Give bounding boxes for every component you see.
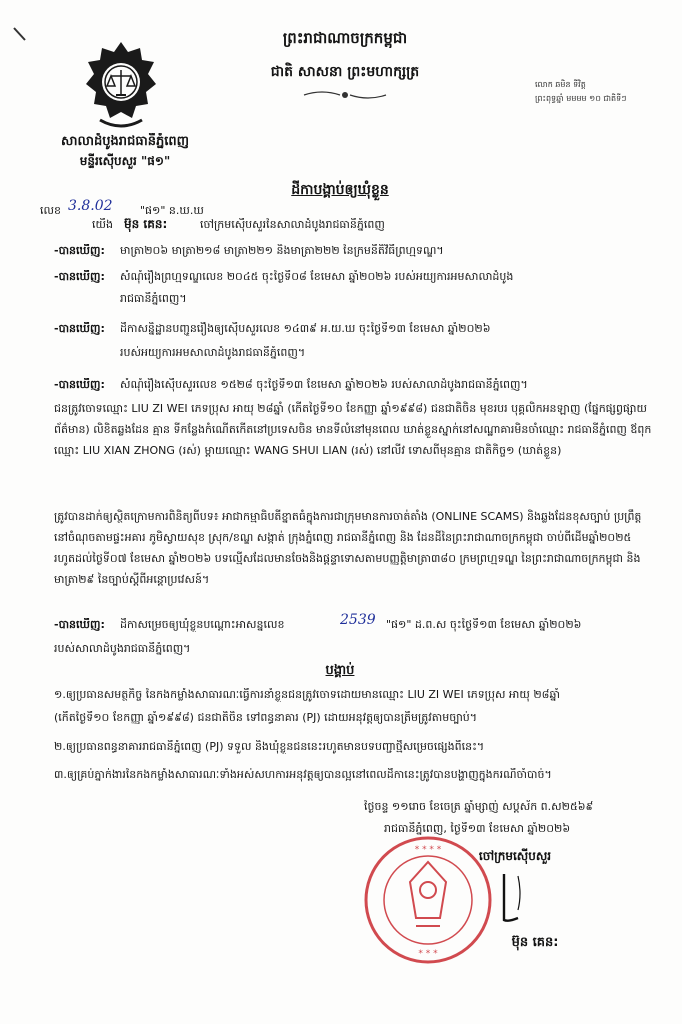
considering-text: របស់សាលាដំបូងរាជធានីភ្នំពេញ។ [54,642,191,655]
ornament-divider [300,88,390,102]
considering-text: របស់អយ្យការអមសាលាដំបូងរាជធានីភ្នំពេញ។ [120,346,306,359]
considering-label: -បានឃើញ: [54,270,105,283]
judge-title: ចៅក្រមស៊ើបសួរនៃសាលាដំបូងរាជធានីភ្នំពេញ [200,218,385,231]
signatory-title: ចៅក្រមស៊ើបសួរ [478,849,552,863]
order-heading: បង្គាប់ [325,663,355,678]
considering-text: "ផ១" ដ.ព.ស ចុះថ្ងៃទី១៣ ខែមេសា ឆ្នាំ២០២៦ [386,618,582,631]
reference-suffix: "ផ១" ន.ឃ.ឃ [140,204,204,217]
considering-text: រាជធានីភ្នំពេញ។ [120,292,187,305]
reference-number: 3.8.02 [68,198,113,214]
svg-text:* * *: * * * [418,949,438,959]
signature-icon [488,868,538,928]
reference-number-label: លេខ [40,204,61,217]
considering-label: -បានឃើញ: [54,244,105,257]
kingdom-name: ព្រះរាជាណាចក្រកម្ពុជា [282,29,408,47]
order-item: ៣.ឲ្យគ្រប់ភ្នាក់ងារនៃកងកម្លាំងសាធារណៈទាំងអស់សហការអនុវត្តឲ្យបានល្អនៅពេលដីកានេះត្រូវបានបង្ហាញក្នុងករណីចាំបាច់។ [54,768,552,781]
we-label: យើង [92,218,113,231]
court-name: សាលាដំបូងរាជធានីភ្នំពេញ [61,134,189,149]
lunar-date: ថ្ងៃចន្ទ ១១រោច ខែចេត្រ ឆ្នាំម្សាញ់ សប្តស័ក ព.ស២៥៦៩ [364,800,594,813]
signatory-name: ម៊ុន គេន: [511,935,559,950]
considering-label: -បានឃើញ: [54,322,105,335]
considering-label: -បានឃើញ: [54,378,105,391]
considering-text: ដីកាសន្និដ្ឋានបញ្ជូនរឿងឲ្យស៊ើបសួរលេខ ១៤៣៩ អ.យ.ឃ ចុះថ្ងៃទី១៣ ខែមេសា ឆ្នាំ២០២៦ [120,322,491,335]
charges-paragraph: ត្រូវបានដាក់ឲ្យស្ថិតក្រោមការពិនិត្យពីបទ៖ អាជាកម្មាធិបតីខ្នាតធំក្នុងការជាក្រុមមានការចាត់តាំង (ONLINE SCAMS) និងឆ្លងដែនខុសច្បាប់ ប្រព្រឹត្តនៅចំណុចតាមផ្ទះអគារ ភូមិស្វាយសុខ ស្រុក/ខណ្ឌ សង្កាត់ ក្រុងភ្នំពេញ រាជធានីភ្នំពេញ និង ដែនដីនៃព្រះរាជាណាចក្រកម្ពុជា ចាប់ពីដើមឆ្នាំ២០២៥ រហូតដល់ថ្ងៃទី០៧ ខែមេសា ឆ្នាំ២០២៦ បទល្មើសដែលមានចែងនិងផ្ដន្ទាទោសតាមបញ្ញត្តិមាត្រា៣៨០ ក្រមព្រហ្មទណ្ឌ នៃព្រះរាជាណាចក្រកម្ពុជា និងមាត្រា២៩ នៃច្បាប់ស្ដីពីអន្តោប្រវេសន៍។ [54,510,642,586]
court-emblem-icon [82,40,160,132]
considering-text: សំណុំរឿងព្រហ្មទណ្ឌលេខ ២០៤៥ ចុះថ្ងៃទី០៨ ខែមេសា ឆ្នាំ២០២៦ របស់អយ្យការអមសាលាដំបូង [120,270,514,283]
order-item: (កើតថ្ងៃទី១០ ខែកញ្ញា ឆ្នាំ១៩៩៨) ជនជាតិចិន ទៅពន្ធនាគារ (PJ) ដោយអនុវត្តឲ្យបានត្រឹមត្រូវតាមច្បាប់។ [54,711,478,724]
order-item: ២.ឲ្យប្រធានពន្ធនាគាររាជធានីភ្នំពេញ (PJ) ទទួល និងឃុំខ្លួនជននេះរហូតមានបទបញ្ជាថ្មីសម្រេចផ្សេងពីនេះ។ [54,740,485,753]
warrant-number: 2539 [340,612,376,628]
considering-text: មាត្រា២០៦ មាត្រា២១៨ មាត្រា២២១ និងមាត្រា២២២ នៃក្រមនីតិវិធីព្រហ្មទណ្ឌ។ [120,244,444,257]
considering-label: -បានឃើញ: [54,618,105,631]
corner-fold-mark [10,24,30,46]
judge-name: ម៊ុន គេន: [124,217,168,231]
considering-text: ដីកាសម្រេចឲ្យឃុំខ្លួនបណ្ដោះអាសន្នលេខ [120,618,285,631]
lunar-date-line: លោក ឆមិន ទីវិត្ត [535,80,586,89]
office-name: មន្ទីរស៊ើបសួរ "ផ១" [79,154,171,168]
document-title: ដីកាបង្គាប់ឲ្យឃុំខ្លួន [291,182,389,198]
svg-text:* * * *: * * * * [414,845,442,855]
date-line: ព្រះពុទ្ធឆ្នាំ មមមម ១០ ជាតិទីៗ [535,94,627,103]
national-motto: ជាតិ សាសនា ព្រះមហាក្សត្រ [270,64,420,80]
order-item: ១.ឲ្យប្រធានសមត្ថកិច្ច នៃកងកម្លាំងសាធារណៈធ្វើការនាំខ្លួនជនត្រូវចោទដោយមានឈ្មោះ LIU ZI WEI ភេទប្រុស អាយុ ២៨ឆ្នាំ [54,688,560,701]
considering-text: សំណុំរឿងស៊ើបសួរលេខ ១៥២៨ ចុះថ្ងៃទី១៣ ខែមេសា ឆ្នាំ២០២៦ របស់សាលាដំបូងរាជធានីភ្នំពេញ។ [120,378,528,391]
place-date: រាជធានីភ្នំពេញ, ថ្ងៃទី១៣ ខែមេសា ឆ្នាំ២០២៦ [384,822,571,835]
suspect-paragraph: ជនត្រូវចោទឈ្មោះ LIU ZI WEI ភេទប្រុស អាយុ ២៨ឆ្នាំ (កើតថ្ងៃទី១០ ខែកញ្ញា ឆ្នាំ១៩៩៨) ជនជាតិចិន មុខរបរ បុគ្គលិកអនឡាញ (ផ្នែកផ្សព្វផ្សាយព័ត៌មាន) លិខិតឆ្លងដែន គ្មាន ទីកន្លែងកំណើតកើតនៅប្រទេសចិន មានទីលំនៅមុនពេល ឃាត់ខ្លួនស្នាក់នៅសណ្ឋាគារមិនចាំឈ្មោះ រាជធានីភ្នំពេញ ឪពុកឈ្មោះ LIU XIAN ZHONG (រស់) ម្ដាយឈ្មោះ WANG SHUI LIAN (រស់) នៅលីវ ទោសពីមុនគ្មាន ជាតិកិច្ច១ (ឃាត់ខ្លួន) [54,402,652,457]
